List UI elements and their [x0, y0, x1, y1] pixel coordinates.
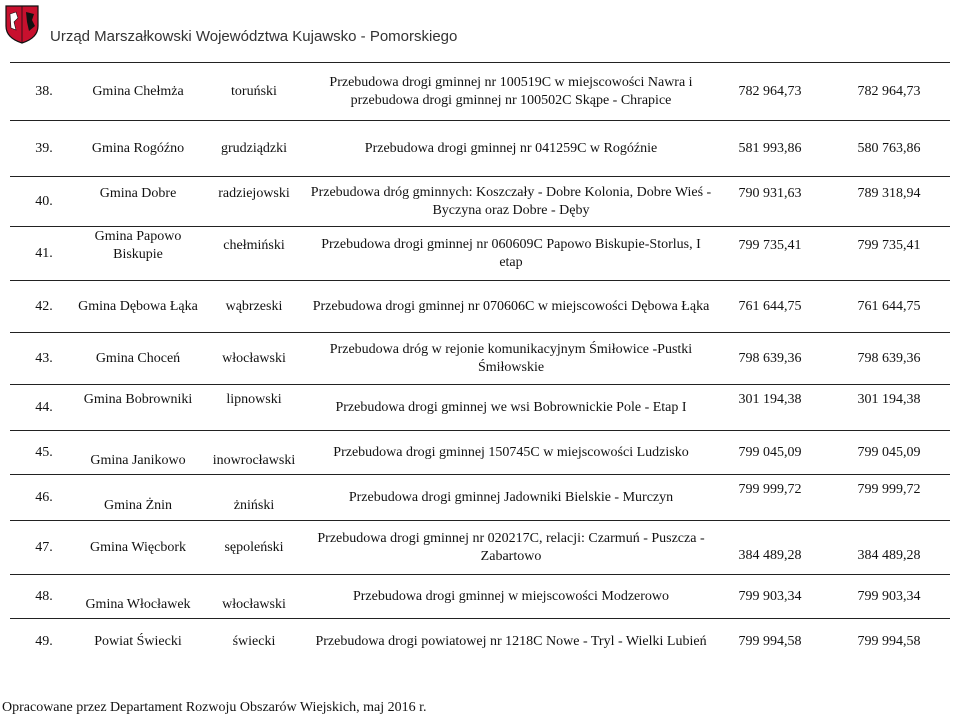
project-description-cell	[310, 575, 712, 619]
powiat-name-cell	[198, 227, 310, 281]
powiat-name-cell	[198, 333, 310, 385]
gmina-name-cell	[78, 521, 198, 575]
amount-total: 799 735,41	[738, 237, 802, 253]
powiat-name-cell	[198, 521, 310, 575]
amount-eligible: 798 639,36	[857, 350, 921, 366]
row-number: 42.	[35, 298, 53, 314]
powiat-name: sępoleński	[224, 539, 284, 555]
powiat-name: radziejowski	[218, 185, 290, 201]
powiat-name: żniński	[233, 497, 275, 513]
table-row	[10, 121, 950, 177]
powiat-name-cell	[198, 619, 310, 665]
grant-table-grid	[10, 62, 950, 665]
powiat-name-cell	[198, 385, 310, 431]
project-description: Przebudowa drogi powiatowej nr 1218C Nowe - Tryl - Wielki Lubień	[315, 633, 707, 649]
amount-total: 798 639,36	[738, 350, 802, 366]
amount-total-cell	[712, 177, 828, 227]
gmina-name-cell	[78, 475, 198, 521]
row-number-cell	[10, 333, 78, 385]
gmina-name: Gmina Janikowo	[90, 452, 186, 468]
project-description-cell	[310, 63, 712, 121]
project-description-cell	[310, 619, 712, 665]
gmina-name-cell	[78, 575, 198, 619]
project-description: Przebudowa drogi gminnej nr 060609C Papowo Biskupie-Storlus, I etap	[321, 236, 701, 270]
project-description: Przebudowa drogi gminnej nr 070606C w miejscowości Dębowa Łąka	[312, 298, 710, 314]
amount-total-cell	[712, 385, 828, 431]
gmina-name: Gmina Dębowa Łąka	[78, 298, 198, 314]
gmina-name-cell	[78, 227, 198, 281]
project-description: Przebudowa dróg w rejonie komunikacyjnym Śmiłowice -Pustki Śmiłowskie	[329, 341, 693, 375]
amount-total-cell	[712, 63, 828, 121]
amount-eligible-cell	[828, 475, 950, 521]
powiat-name: lipnowski	[226, 391, 282, 407]
amount-eligible-cell	[828, 227, 950, 281]
row-number-cell	[10, 63, 78, 121]
table-row	[10, 63, 950, 121]
kuyavian-pomeranian-coat-of-arms-icon	[4, 4, 40, 44]
amount-total-cell	[712, 521, 828, 575]
table-row	[10, 333, 950, 385]
powiat-name: inowrocławski	[212, 452, 296, 468]
gmina-name-cell	[78, 431, 198, 475]
project-description-cell	[310, 121, 712, 177]
project-description-cell	[310, 385, 712, 431]
gmina-name-cell	[78, 281, 198, 333]
powiat-name: chełmiński	[223, 237, 285, 253]
row-number-cell	[10, 177, 78, 227]
amount-total: 790 931,63	[738, 185, 802, 201]
row-number-cell	[10, 619, 78, 665]
row-number: 44.	[35, 399, 53, 415]
row-number-cell	[10, 121, 78, 177]
row-number-cell	[10, 281, 78, 333]
gmina-name-cell	[78, 333, 198, 385]
gmina-name: Gmina Choceń	[95, 350, 181, 366]
amount-total: 301 194,38	[738, 391, 802, 407]
amount-eligible-cell	[828, 333, 950, 385]
amount-total: 799 999,72	[738, 481, 802, 497]
powiat-name-cell	[198, 177, 310, 227]
table-row	[10, 281, 950, 333]
row-number-cell	[10, 521, 78, 575]
project-description: Przebudowa dróg gminnych: Koszczały - Dobre Kolonia, Dobre Wieś - Byczyna oraz Dobre - Dęby	[310, 184, 712, 218]
table-row	[10, 575, 950, 619]
row-number-cell	[10, 575, 78, 619]
gmina-name: Gmina Włocławek	[85, 596, 191, 612]
amount-eligible: 799 999,72	[857, 481, 921, 497]
gmina-name-cell	[78, 63, 198, 121]
table-row	[10, 385, 950, 431]
amount-eligible-cell	[828, 521, 950, 575]
table-row	[10, 177, 950, 227]
project-description-cell	[310, 177, 712, 227]
project-description-cell	[310, 475, 712, 521]
project-description-cell	[310, 281, 712, 333]
row-number: 40.	[35, 193, 53, 209]
row-number: 43.	[35, 350, 53, 366]
powiat-name-cell	[198, 63, 310, 121]
project-description-cell	[310, 227, 712, 281]
project-description: Przebudowa drogi gminnej Jadowniki Bielskie - Murczyn	[348, 489, 674, 505]
gmina-name: Gmina Bobrowniki	[83, 391, 193, 407]
amount-eligible-cell	[828, 431, 950, 475]
project-description: Przebudowa drogi gminnej w miejscowości Modzerowo	[352, 588, 670, 604]
powiat-name-cell	[198, 121, 310, 177]
gmina-name: Gmina Dobre	[99, 185, 177, 201]
table-row	[10, 431, 950, 475]
powiat-name: toruński	[231, 83, 277, 99]
amount-eligible-cell	[828, 177, 950, 227]
amount-eligible-cell	[828, 385, 950, 431]
amount-eligible: 761 644,75	[857, 298, 921, 314]
row-number-cell	[10, 227, 78, 281]
gmina-name-cell	[78, 385, 198, 431]
powiat-name: włocławski	[222, 596, 286, 612]
amount-total: 799 045,09	[738, 444, 802, 460]
project-description-cell	[310, 521, 712, 575]
grant-table	[10, 62, 950, 665]
project-description: Przebudowa drogi gminnej nr 041259C w Rogóźnie	[364, 140, 658, 156]
powiat-name-cell	[198, 475, 310, 521]
project-description: Przebudowa drogi gminnej 150745C w miejscowości Ludzisko	[333, 444, 689, 460]
table-row	[10, 475, 950, 521]
amount-eligible-cell	[828, 63, 950, 121]
row-number-cell	[10, 475, 78, 521]
row-number-cell	[10, 431, 78, 475]
row-number: 47.	[35, 539, 53, 555]
document-footer	[0, 698, 960, 720]
amount-eligible: 782 964,73	[857, 83, 921, 99]
powiat-name-cell	[198, 281, 310, 333]
table-row	[10, 521, 950, 575]
gmina-name: Gmina Żnin	[103, 497, 173, 513]
gmina-name-cell	[78, 619, 198, 665]
project-description: Przebudowa drogi gminnej nr 100519C w miejscowości Nawra i przebudowa drogi gminnej nr 100502C Skąpe - Chrapice	[329, 74, 693, 108]
row-number: 41.	[35, 245, 53, 261]
amount-total: 799 903,34	[738, 588, 802, 604]
office-name: Urząd Marszałkowski Województwa Kujawsko - Pomorskiego	[50, 28, 458, 45]
amount-total-cell	[712, 575, 828, 619]
amount-total-cell	[712, 619, 828, 665]
amount-total-cell	[712, 431, 828, 475]
amount-eligible: 384 489,28	[857, 547, 921, 563]
amount-total-cell	[712, 475, 828, 521]
amount-eligible-cell	[828, 121, 950, 177]
powiat-name-cell	[198, 575, 310, 619]
row-number: 45.	[35, 444, 53, 460]
project-description-cell	[310, 431, 712, 475]
amount-eligible-cell	[828, 281, 950, 333]
amount-total: 799 994,58	[738, 633, 802, 649]
project-description: Przebudowa drogi gminnej we wsi Bobrownickie Pole - Etap I	[335, 399, 687, 415]
project-description-cell	[310, 333, 712, 385]
powiat-name: świecki	[232, 633, 276, 649]
gmina-name-cell	[78, 177, 198, 227]
footer-text: Opracowane przez Departament Rozwoju Obszarów Wiejskich, maj 2016 r.	[2, 700, 427, 715]
amount-total-cell	[712, 227, 828, 281]
gmina-name: Gmina Więcbork	[90, 539, 186, 555]
gmina-name: Gmina Rogóźno	[91, 140, 185, 156]
gmina-name: Gmina Chełmża	[92, 83, 184, 99]
amount-eligible: 799 045,09	[857, 444, 921, 460]
document-header	[0, 0, 960, 62]
amount-eligible: 799 994,58	[857, 633, 921, 649]
amount-total: 581 993,86	[738, 140, 802, 156]
row-number: 48.	[35, 588, 53, 604]
amount-eligible: 799 735,41	[857, 237, 921, 253]
powiat-name: grudziądzki	[220, 140, 288, 156]
amount-total-cell	[712, 281, 828, 333]
powiat-name: wąbrzeski	[225, 298, 283, 314]
amount-eligible: 301 194,38	[857, 391, 921, 407]
amount-total-cell	[712, 333, 828, 385]
row-number-cell	[10, 385, 78, 431]
amount-eligible: 580 763,86	[857, 140, 921, 156]
amount-eligible: 799 903,34	[857, 588, 921, 604]
amount-total: 782 964,73	[738, 83, 802, 99]
powiat-name-cell	[198, 431, 310, 475]
table-row	[10, 619, 950, 665]
amount-eligible: 789 318,94	[857, 185, 921, 201]
row-number: 38.	[35, 83, 53, 99]
row-number: 46.	[35, 489, 53, 505]
row-number: 39.	[35, 140, 53, 156]
powiat-name: włocławski	[222, 350, 286, 366]
gmina-name-cell	[78, 121, 198, 177]
row-number: 49.	[35, 633, 53, 649]
amount-total-cell	[712, 121, 828, 177]
table-row	[10, 227, 950, 281]
amount-eligible-cell	[828, 619, 950, 665]
amount-total: 384 489,28	[738, 547, 802, 563]
amount-eligible-cell	[828, 575, 950, 619]
gmina-name: Gmina Papowo Biskupie	[94, 228, 182, 262]
amount-total: 761 644,75	[738, 298, 802, 314]
gmina-name: Powiat Świecki	[94, 633, 182, 649]
project-description: Przebudowa drogi gminnej nr 020217C, relacji: Czarmuń - Puszcza - Zabartowo	[317, 530, 705, 564]
